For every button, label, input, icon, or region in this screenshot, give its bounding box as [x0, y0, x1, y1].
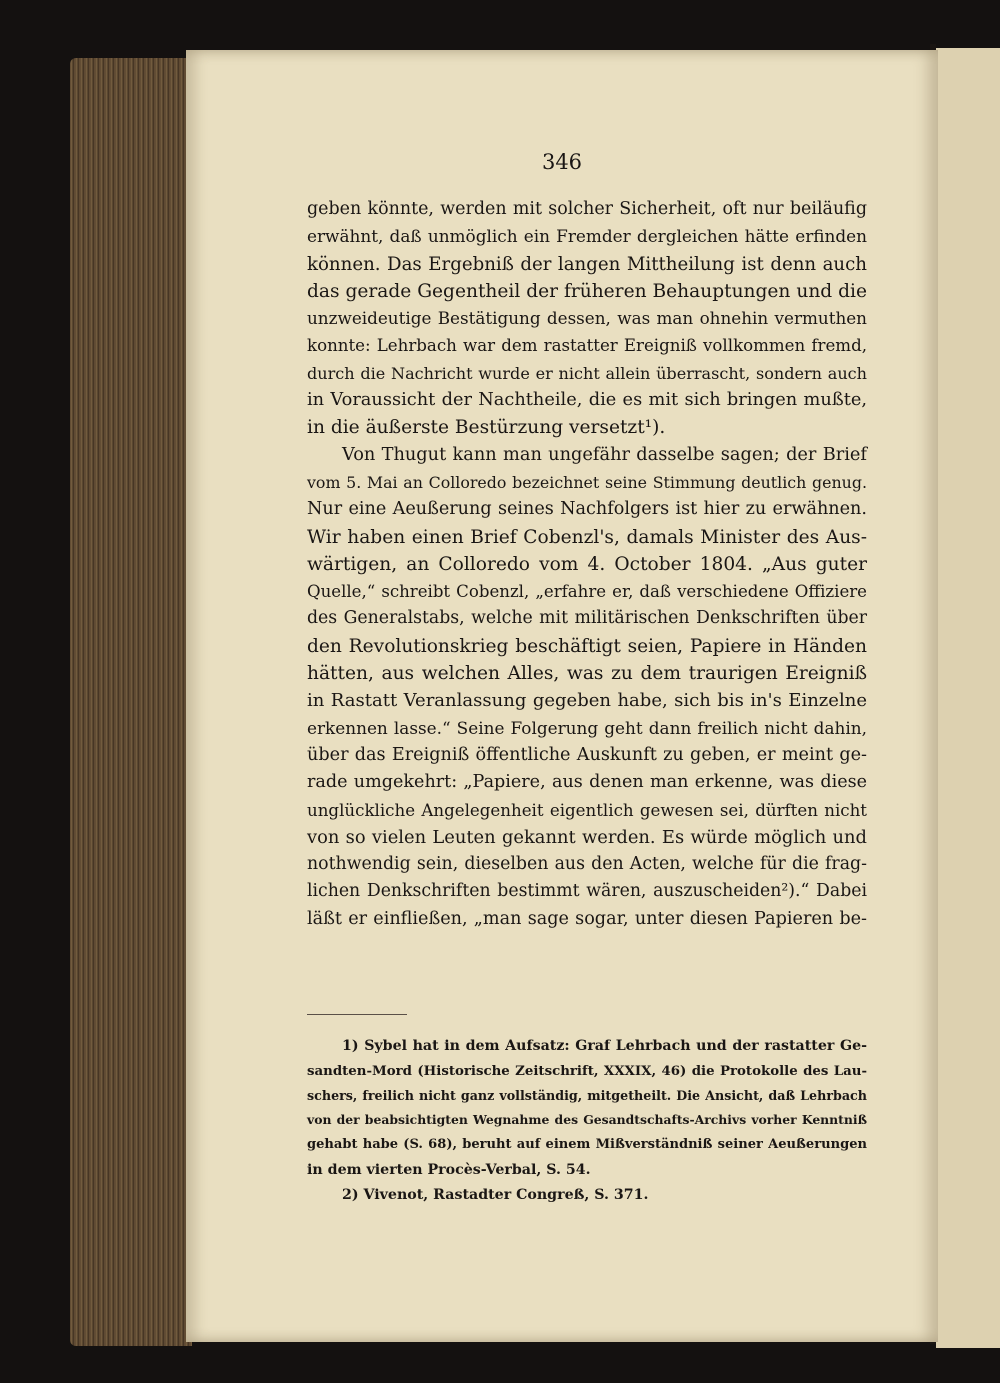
text-line: durch die Nachricht wurde er nicht allein überrascht, sondern auch: [307, 363, 867, 383]
text-line: wärtigen, an Colloredo vom 4. October 1804. „Aus guter: [307, 553, 867, 575]
text-line: in Voraussicht der Nachtheile, die es mit sich bringen mußte,: [307, 390, 867, 411]
text-line: in Rastatt Veranlassung gegeben habe, sich bis in's Einzelne: [307, 690, 867, 712]
text-line: geben könnte, werden mit solcher Sicherheit, oft nur beiläufig: [307, 199, 867, 219]
text-line: über das Ereigniß öffentliche Auskunft zu geben, er meint ge-: [307, 744, 867, 765]
body-text: [307, 196, 867, 933]
footnote-line: in dem vierten Procès-Verbal, S. 54.: [307, 1161, 591, 1178]
text-line: konnte: Lehrbach war dem rastatter Ereigniß vollkommen fremd,: [307, 336, 867, 356]
page-number: 346: [541, 150, 583, 174]
facing-page: [936, 48, 1000, 1348]
text-line: des Generalstabs, welche mit militärischen Denkschriften über: [307, 608, 867, 629]
text-line: rade umgekehrt: „Papiere, aus denen man erkenne, was diese: [307, 772, 867, 793]
text-line: Von Thugut kann man ungefähr dasselbe sagen; der Brief: [342, 444, 867, 465]
text-line: hätten, aus welchen Alles, was zu dem traurigen Ereigniß: [307, 663, 867, 685]
text-line: den Revolutionskrieg beschäftigt seien, Papiere in Händen: [307, 635, 867, 657]
text-line: können. Das Ergebniß der langen Mittheilung ist denn auch: [307, 253, 867, 275]
text-line: lichen Denkschriften bestimmt wären, auszuscheiden²).“ Dabei: [307, 881, 867, 902]
text-line: unglückliche Angelegenheit eigentlich gewesen sei, dürften nicht: [307, 800, 867, 820]
footnote-line: schers, freilich nicht ganz vollständig, mitgetheilt. Die Ansicht, daß Lehrbach: [307, 1087, 867, 1103]
footnote-line: 1) Sybel hat in dem Aufsatz: Graf Lehrbach und der rastatter Ge-: [342, 1038, 867, 1054]
footnote-line: 2) Vivenot, Rastadter Congreß, S. 371.: [342, 1186, 649, 1203]
footnote-line: von der beabsichtigten Wegnahme des Gesandtschafts-Archivs vorher Kenntniß: [307, 1112, 867, 1128]
text-line: das gerade Gegentheil der früheren Behauptungen und die: [307, 280, 867, 302]
footnotes: [307, 1034, 867, 1208]
book-page-edges: [70, 58, 192, 1346]
text-line: vom 5. Mai an Colloredo bezeichnet seine Stimmung deutlich genug.: [307, 472, 867, 492]
text-line: Quelle,“ schreibt Cobenzl, „erfahre er, daß verschiedene Offiziere: [307, 582, 867, 602]
text-line: nothwendig sein, dieselben aus den Acten, welche für die frag-: [307, 854, 867, 875]
footnote-line: gehabt habe (S. 68), beruht auf einem Mißverständniß seiner Aeußerungen: [307, 1137, 867, 1153]
text-line: unzweideutige Bestätigung dessen, was man ohnehin vermuthen: [307, 308, 867, 329]
book-page: [186, 50, 938, 1342]
text-line: erwähnt, daß unmöglich ein Fremder dergleichen hätte erfinden: [307, 226, 867, 247]
text-line: Nur eine Aeußerung seines Nachfolgers ist hier zu erwähnen.: [307, 499, 867, 520]
footnote-line: sandten-Mord (Historische Zeitschrift, XXXIX, 46) die Protokolle des Lau-: [307, 1062, 867, 1079]
text-line: Wir haben einen Brief Cobenzl's, damals Minister des Aus-: [307, 526, 867, 548]
text-line: in die äußerste Bestürzung versetzt¹).: [307, 417, 666, 439]
footnote-rule: [307, 1014, 407, 1015]
text-line: läßt er einfließen, „man sage sogar, unter diesen Papieren be-: [307, 908, 867, 929]
text-line: erkennen lasse.“ Seine Folgerung geht dann freilich nicht dahin,: [307, 717, 867, 738]
text-line: von so vielen Leuten gekannt werden. Es würde möglich und: [307, 826, 867, 848]
